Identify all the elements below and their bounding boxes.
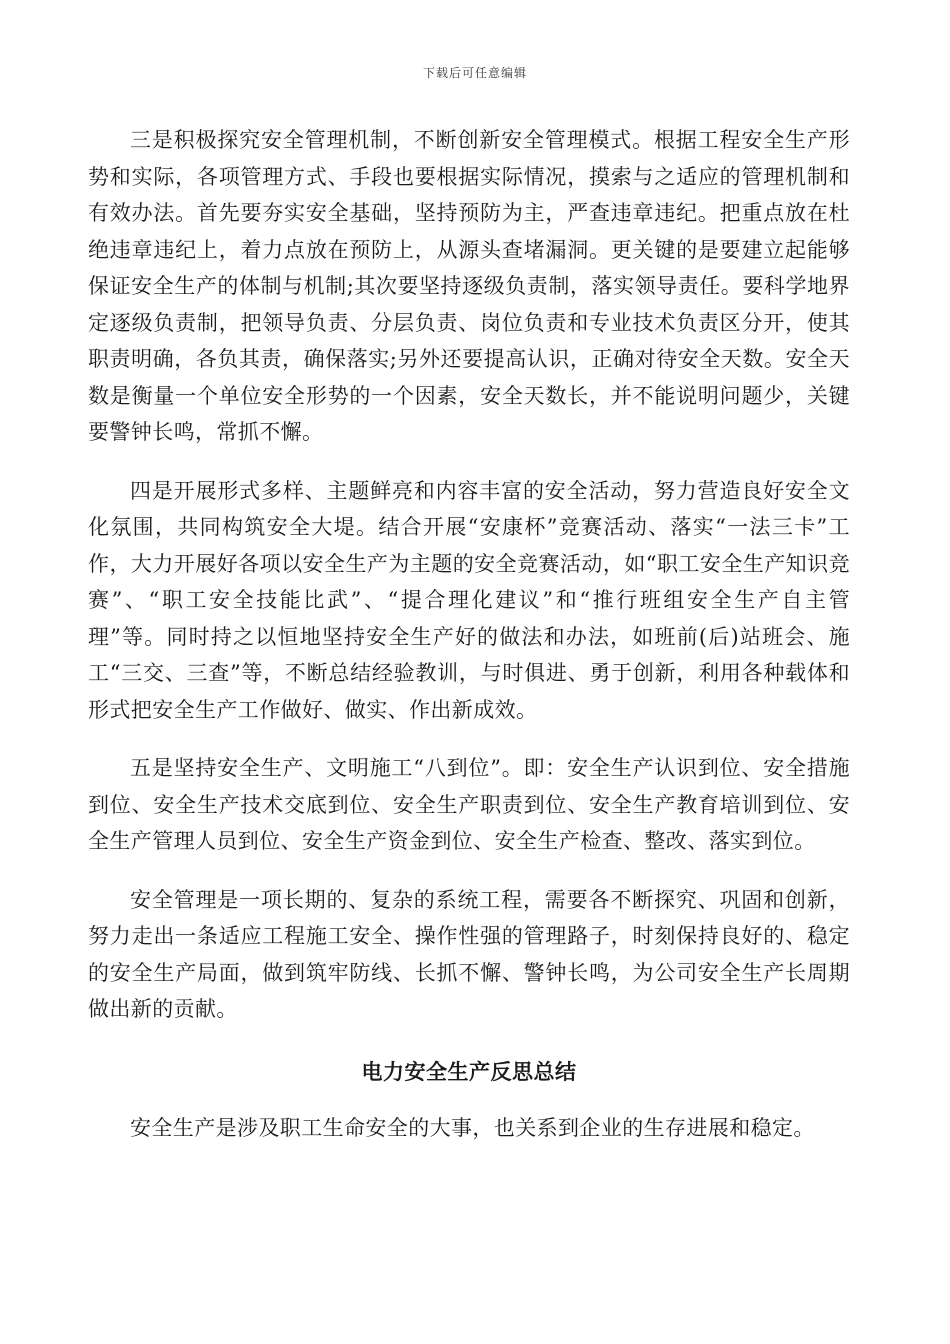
paragraph-conclusion: 安全管理是一项长期的、复杂的系统工程，需要各不断探究、巩固和创新，努力走出一条适应工程施工安全、操作性强的管理路子，时刻保持良好的、稳定的安全生产局面，做到筑牢防线、长抓不懈、警钟长鸣，为公司安全生产长周期做出新的贡献。	[88, 887, 850, 1021]
section-title: 电力安全生产反思总结	[361, 1058, 577, 1084]
paragraph-eight-in-place: 五是坚持安全生产、文明施工“八到位”。即：安全生产认识到位、安全措施到位、安全生产技术交底到位、安全生产职责到位、安全生产教育培训到位、安全生产管理人员到位、安全生产资金到位、安全生产检查、整改、落实到位。	[88, 756, 850, 853]
paragraph-activities: 四是开展形式多样、主题鲜亮和内容丰富的安全活动，努力营造良好安全文化氛围，共同构筑安全大堤。结合开展“安康杯”竞赛活动、落实“一法三卡”工作，大力开展好各项以安全生产为主题的安全竞赛活动，如“职工安全生产知识竞赛”、“职工安全技能比武”、“提合理化建议”和“推行班组安全生产自主管理”等。同时持之以恒地坚持安全生产好的做法和办法，如班前(后)站班会、施工“三交、三查”等，不断总结经验教训，与时俱进、勇于创新，利用各种载体和形式把安全生产工作做好、做实、作出新成效。	[88, 478, 850, 722]
paragraph-mechanism: 三是积极探究安全管理机制，不断创新安全管理模式。根据工程安全生产形势和实际，各项管理方式、手段也要根据实际情况，摸索与之适应的管理机制和有效办法。首先要夯实安全基础，坚持预防为主，严查违章违纪。把重点放在杜绝违章违纪上，着力点放在预防上，从源头查堵漏洞。更关键的是要建立起能够保证安全生产的体制与机制;其次要坚持逐级负责制，落实领导责任。要科学地界定逐级负责制，把领导负责、分层负责、岗位负责和专业技术负责区分开，使其职责明确，各负其责，确保落实;另外还要提高认识，正确对待安全天数。安全天数是衡量一个单位安全形势的一个因素，安全天数长，并不能说明问题少，关键要警钟长鸣，常抓不懈。	[88, 128, 850, 444]
page-header: 下载后可任意编辑	[422, 66, 527, 80]
paragraph-section-intro: 安全生产是涉及职工生命安全的大事，也关系到企业的生存进展和稳定。	[130, 1115, 815, 1140]
document-body	[88, 122, 850, 1146]
